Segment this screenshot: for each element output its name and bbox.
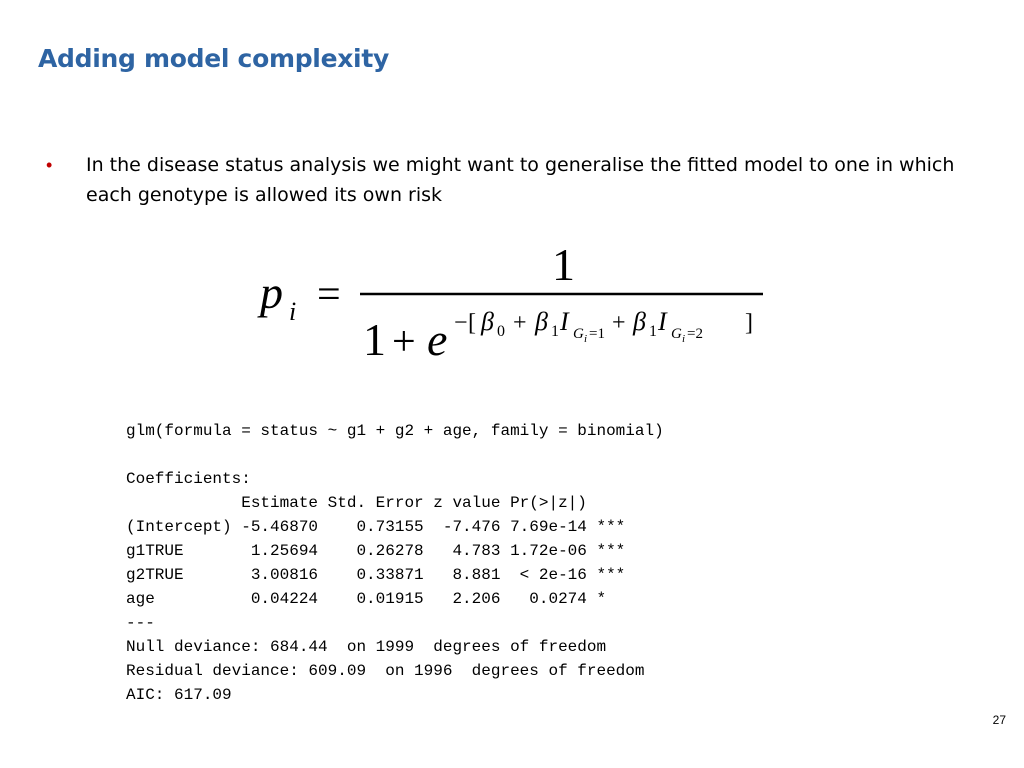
page-number: 27 bbox=[992, 713, 1006, 727]
formula-beta-0-sub: 0 bbox=[497, 323, 505, 340]
formula-cond-var-2: G bbox=[671, 326, 682, 342]
formula-cond-var-1: G bbox=[573, 326, 584, 342]
logistic-formula bbox=[255, 230, 775, 370]
formula-numerator: 1 bbox=[552, 239, 575, 290]
code-line: age 0.04224 0.01915 2.206 0.0274 * bbox=[126, 590, 607, 608]
glm-output bbox=[126, 419, 664, 707]
formula-exp-open: [ bbox=[468, 310, 476, 336]
formula-lhs-p: p bbox=[260, 267, 283, 318]
formula-exp-close: ] bbox=[745, 310, 753, 336]
formula-plus-1: + bbox=[513, 310, 527, 336]
formula-denom-one: 1 bbox=[363, 314, 386, 365]
code-line: Null deviance: 684.44 on 1999 degrees of freedom bbox=[126, 638, 607, 656]
formula-cond-eq-1: =1 bbox=[589, 326, 605, 342]
bullet-text: In the disease status analysis we might want to generalise the fitted model to one in which each genotype is allowed its own risk bbox=[86, 154, 955, 206]
code-line: g2TRUE 3.00816 0.33871 8.881 < 2e-16 *** bbox=[126, 566, 626, 584]
code-line: Residual deviance: 609.09 on 1996 degrees of freedom bbox=[126, 662, 645, 680]
formula-beta-1a-sub: 1 bbox=[551, 323, 559, 340]
formula-indicator-2: I bbox=[658, 307, 667, 336]
formula-denom-plus: + bbox=[392, 319, 416, 365]
formula-indicator-1: I bbox=[560, 307, 569, 336]
formula-svg bbox=[255, 230, 775, 370]
code-line: glm(formula = status ~ g1 + g2 + age, family = binomial) bbox=[126, 422, 664, 440]
code-line: --- bbox=[126, 614, 155, 632]
formula-cond-sub-2: i bbox=[682, 333, 686, 345]
code-line: Estimate Std. Error z value Pr(>|z|) bbox=[126, 494, 587, 512]
formula-plus-2: + bbox=[612, 310, 626, 336]
bullet-item bbox=[46, 150, 966, 210]
bullet-dot-icon: • bbox=[46, 155, 53, 175]
slide-title: Adding model complexity bbox=[38, 44, 389, 73]
formula-cond-sub-1: i bbox=[584, 333, 588, 345]
code-line: (Intercept) -5.46870 0.73155 -7.476 7.69e-14 *** bbox=[126, 518, 626, 536]
formula-beta-1b: β bbox=[633, 307, 646, 336]
formula-equals: = bbox=[317, 272, 341, 318]
formula-beta-0: β bbox=[481, 307, 494, 336]
formula-lhs-sub: i bbox=[289, 297, 297, 326]
formula-exp-minus: − bbox=[454, 310, 468, 336]
formula-denom-e: e bbox=[427, 314, 448, 365]
formula-cond-eq-2: =2 bbox=[687, 326, 703, 342]
formula-beta-1b-sub: 1 bbox=[649, 323, 657, 340]
formula-beta-1a: β bbox=[535, 307, 548, 336]
code-line bbox=[126, 443, 664, 467]
code-line: Coefficients: bbox=[126, 470, 251, 488]
code-line: g1TRUE 1.25694 0.26278 4.783 1.72e-06 *** bbox=[126, 542, 626, 560]
code-line: AIC: 617.09 bbox=[126, 686, 232, 704]
